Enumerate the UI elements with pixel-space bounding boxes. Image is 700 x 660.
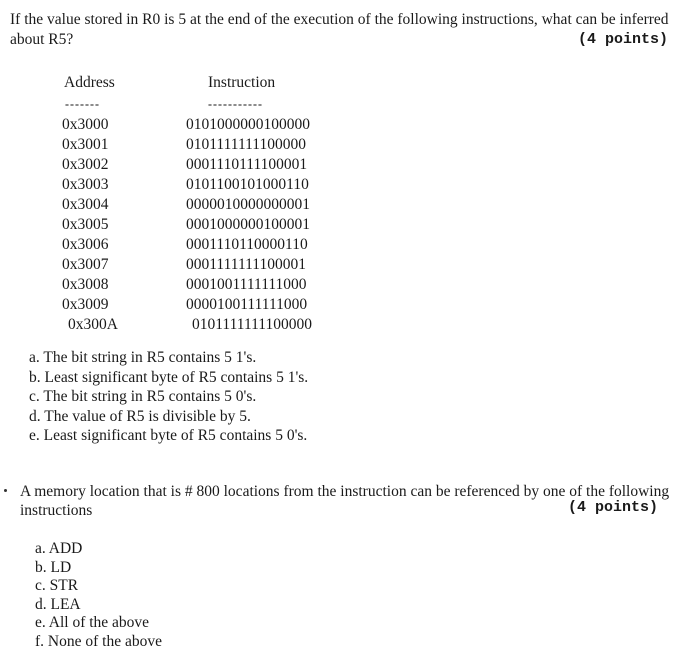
instruction-cell: 0001110111100001 [186,156,308,173]
option-a[interactable]: a. The bit string in R5 contains 5 1's. [29,349,257,366]
instruction-cell: 0101111111100000 [192,316,312,333]
instruction-column-header: Instruction [208,74,276,91]
instruction-cell: 0000010000000001 [186,196,310,213]
bullet-dot-icon [4,489,7,492]
instruction-cell: 0000100111111000 [186,296,308,313]
option-d[interactable]: d. The value of R5 is divisible by 5. [29,407,251,425]
address-cell: 0x3003 [62,176,109,193]
address-cell: 0x3006 [62,236,109,253]
option-f[interactable]: f. None of the above [35,632,162,650]
option-d[interactable]: d. LEA [35,595,81,613]
option-c[interactable]: c. STR [35,577,79,594]
instruction-cell: 0001111111100001 [186,256,306,273]
address-cell: 0x3009 [62,296,109,313]
instruction-header-divider: ----------- [208,97,263,111]
question-2-options [35,540,162,651]
question-2-points: (4 points) [567,499,658,516]
option-e[interactable]: e. All of the above [35,614,150,631]
address-cell: 0x3008 [62,276,109,293]
address-header-divider: ------- [65,97,100,111]
question-1-text: If the value stored in R0 is 5 at the end of the execution of the following instructions, what can be inferred about R5? [10,11,669,48]
option-a[interactable]: a. ADD [35,540,83,557]
instruction-cell: 0001110110000110 [186,236,308,253]
address-cell: 0x3004 [62,196,109,213]
question-1-options [29,348,308,446]
address-cell: 0x3005 [62,216,109,233]
address-cell: 0x3001 [62,136,109,153]
instruction-cell: 0101100101000110 [186,176,309,193]
option-b[interactable]: b. Least significant byte of R5 contains 5 1's. [29,368,309,386]
address-cell: 0x300A [68,316,118,333]
question-1-points: (4 points) [577,31,668,48]
address-column-header: Address [64,74,115,91]
option-e[interactable]: e. Least significant byte of R5 contains 5 0's. [29,427,308,444]
option-b[interactable]: b. LD [35,558,72,576]
instruction-cell: 0101000000100000 [186,116,310,133]
question-2-text: A memory location that is # 800 locations from the instruction can be referenced by one of the following instructions [20,483,670,519]
instruction-cell: 0101111111100000 [186,136,306,153]
address-cell: 0x3000 [62,116,109,133]
address-cell: 0x3002 [62,156,109,173]
instruction-cell: 0001000000100001 [186,216,310,233]
option-c[interactable]: c. The bit string in R5 contains 5 0's. [29,388,257,405]
instruction-cell: 0001001111111000 [186,276,307,293]
address-cell: 0x3007 [62,256,109,273]
